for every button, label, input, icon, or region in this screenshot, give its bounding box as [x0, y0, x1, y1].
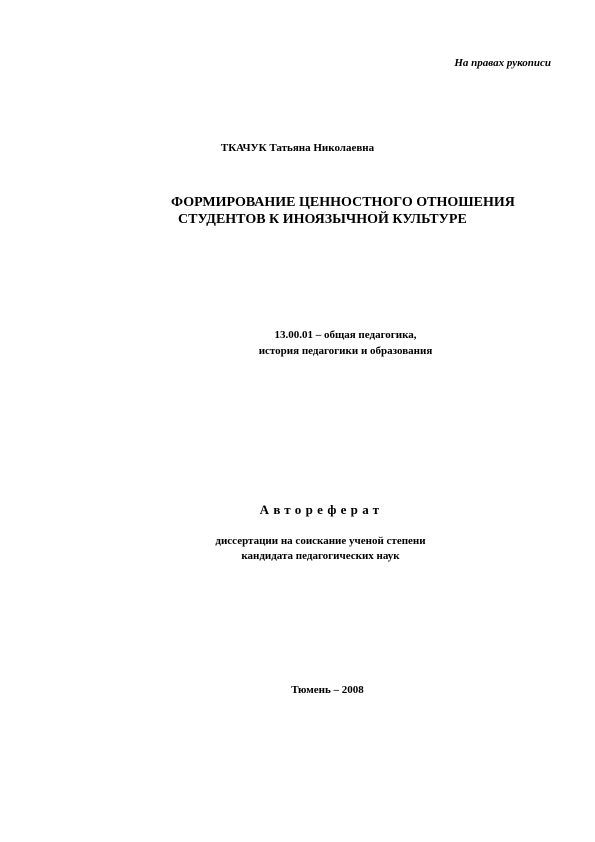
dissertation-title-line-1: ФОРМИРОВАНИЕ ЦЕННОСТНОГО ОТНОШЕНИЯ: [171, 195, 515, 210]
specialty-code-line-1: 13.00.01 – общая педагогика,: [274, 329, 417, 341]
city-and-year: Тюмень – 2008: [291, 684, 364, 696]
degree-description-line-1: диссертации на соискание ученой степени: [215, 535, 426, 547]
manuscript-rights-note: На правах рукописи: [454, 57, 551, 69]
dissertation-title-line-2: СТУДЕНТОВ К ИНОЯЗЫЧНОЙ КУЛЬТУРЕ: [178, 212, 467, 227]
degree-description-line-2: кандидата педагогических наук: [241, 550, 400, 562]
specialty-code-line-2: история педагогики и образования: [258, 345, 433, 357]
author-name: ТКАЧУК Татьяна Николаевна: [220, 142, 375, 154]
document-type-heading: Автореферат: [259, 502, 384, 517]
